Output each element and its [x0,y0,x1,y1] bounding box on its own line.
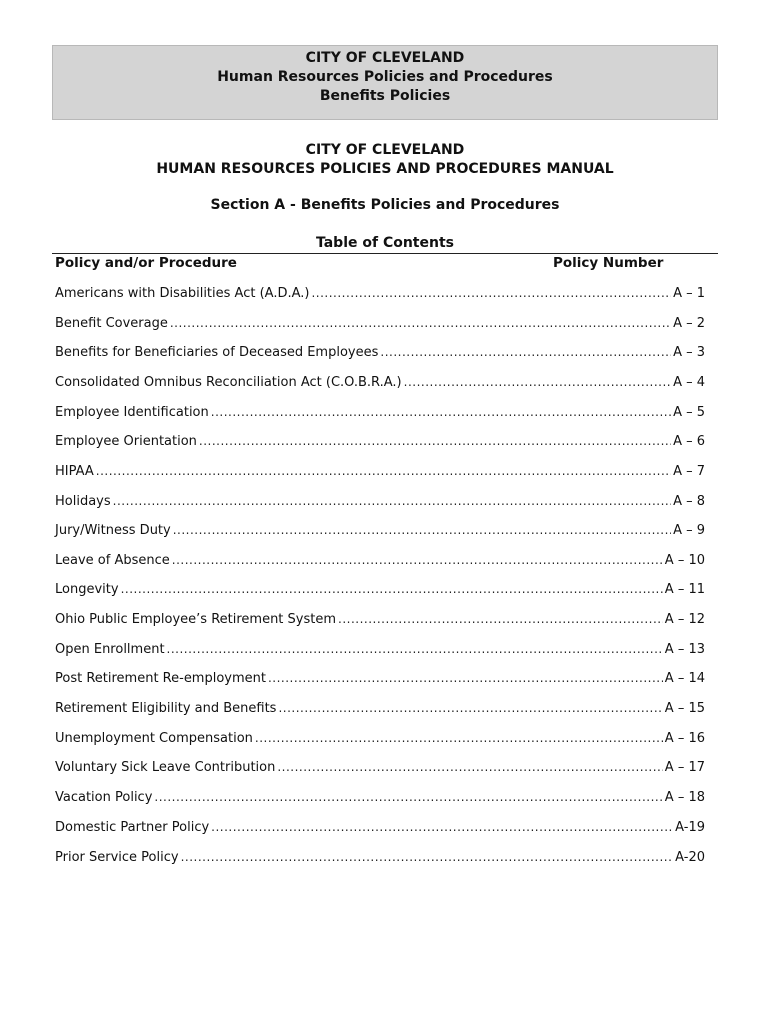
toc-dot-leader [154,787,662,807]
toc-row [55,372,705,392]
toc-entry-number: A – 7 [673,464,705,479]
toc-entry-number: A – 2 [673,316,705,331]
toc-dot-leader [277,757,662,777]
toc-entry-label: Employee Identification [55,405,209,420]
toc-entry-label: Open Enrollment [55,642,165,657]
toc-entry-label: Longevity [55,582,119,597]
toc-entry-label: Americans with Disabilities Act (A.D.A.) [55,286,310,301]
toc-dot-leader [170,313,671,333]
toc-entry-number: A – 14 [664,671,705,686]
toc-entry-label: Employee Orientation [55,434,197,449]
toc-entry-number: A – 17 [664,760,705,775]
toc-dot-leader [113,491,671,511]
toc-dot-leader [173,520,671,540]
toc-entry-label: Benefit Coverage [55,316,168,331]
toc-entry-number: A-20 [675,850,705,865]
header-line-2: Human Resources Policies and Procedures [217,69,553,85]
toc-row [55,313,705,333]
page-header-box [52,45,718,120]
toc-dot-leader [172,550,663,570]
document-title-line-1: CITY OF CLEVELAND [305,142,465,158]
toc-entry-label: Holidays [55,494,111,509]
toc-entry-number: A-19 [675,820,705,835]
toc-entry-number: A – 4 [673,375,705,390]
header-line-1: CITY OF CLEVELAND [305,50,465,66]
toc-title: Table of Contents [315,235,454,251]
toc-dot-leader [121,579,663,599]
toc-entry-number: A – 13 [664,642,705,657]
toc-row [55,520,705,540]
toc-row [55,609,705,629]
toc-row [55,283,705,303]
toc-dot-leader [211,402,671,422]
toc-entry-label: Post Retirement Re-employment [55,671,266,686]
toc-dot-leader [181,847,674,867]
toc-row [55,550,705,570]
toc-dot-leader [380,342,671,362]
toc-entry-number: A – 6 [673,434,705,449]
toc-dot-leader [255,728,663,748]
toc-divider [52,253,718,254]
toc-entry-label: Vacation Policy [55,790,153,805]
toc-row [55,698,705,718]
toc-entry-number: A – 9 [673,523,705,538]
toc-entry-label: Voluntary Sick Leave Contribution [55,760,276,775]
document-title [0,141,770,179]
toc-dot-leader [338,609,663,629]
toc-dot-leader [311,283,671,303]
toc-dot-leader [199,431,671,451]
toc-row [55,757,705,777]
toc-entry-label: Ohio Public Employee’s Retirement System [55,612,337,627]
toc-entry-number: A – 3 [673,345,705,360]
toc-row [55,342,705,362]
toc-dot-leader [278,698,662,718]
toc-entry-label: Leave of Absence [55,553,170,568]
toc-entry-number: A – 11 [664,582,705,597]
toc-entry-label: Jury/Witness Duty [55,523,171,538]
toc-dot-leader [96,461,671,481]
toc-row [55,461,705,481]
toc-row [55,579,705,599]
toc-entry-number: A – 12 [664,612,705,627]
toc-entry-label: Consolidated Omnibus Reconciliation Act (C.O.B.R.A.) [55,375,402,390]
toc-dot-leader [167,639,663,659]
toc-row [55,817,705,837]
toc-row [55,431,705,451]
toc-dot-leader [268,668,663,688]
toc-entry-number: A – 15 [664,701,705,716]
toc-entry-number: A – 1 [673,286,705,301]
toc-row [55,491,705,511]
toc-entry-number: A – 18 [664,790,705,805]
section-title: Section A - Benefits Policies and Procedures [210,197,560,213]
document-title-line-2: HUMAN RESOURCES POLICIES AND PROCEDURES MANUAL [156,161,614,177]
toc-entry-label: Benefits for Beneficiaries of Deceased Employees [55,345,379,360]
toc-row [55,728,705,748]
toc-entry-label: HIPAA [55,464,94,479]
toc-entry-number: A – 8 [673,494,705,509]
toc-dot-leader [404,372,671,392]
column-header-policy: Policy and/or Procedure [55,255,237,271]
toc-dot-leader [211,817,673,837]
toc-entry-label: Retirement Eligibility and Benefits [55,701,277,716]
toc-entry-number: A – 10 [664,553,705,568]
toc-row [55,402,705,422]
toc-entry-number: A – 5 [673,405,705,420]
toc-entry-label: Prior Service Policy [55,850,179,865]
toc-entry-label: Unemployment Compensation [55,731,253,746]
toc-row [55,668,705,688]
toc-entry-label: Domestic Partner Policy [55,820,210,835]
column-header-number: Policy Number [553,255,664,271]
toc-row [55,847,705,867]
toc-row [55,787,705,807]
toc-entry-number: A – 16 [664,731,705,746]
toc-row [55,639,705,659]
header-line-3: Benefits Policies [319,88,451,104]
